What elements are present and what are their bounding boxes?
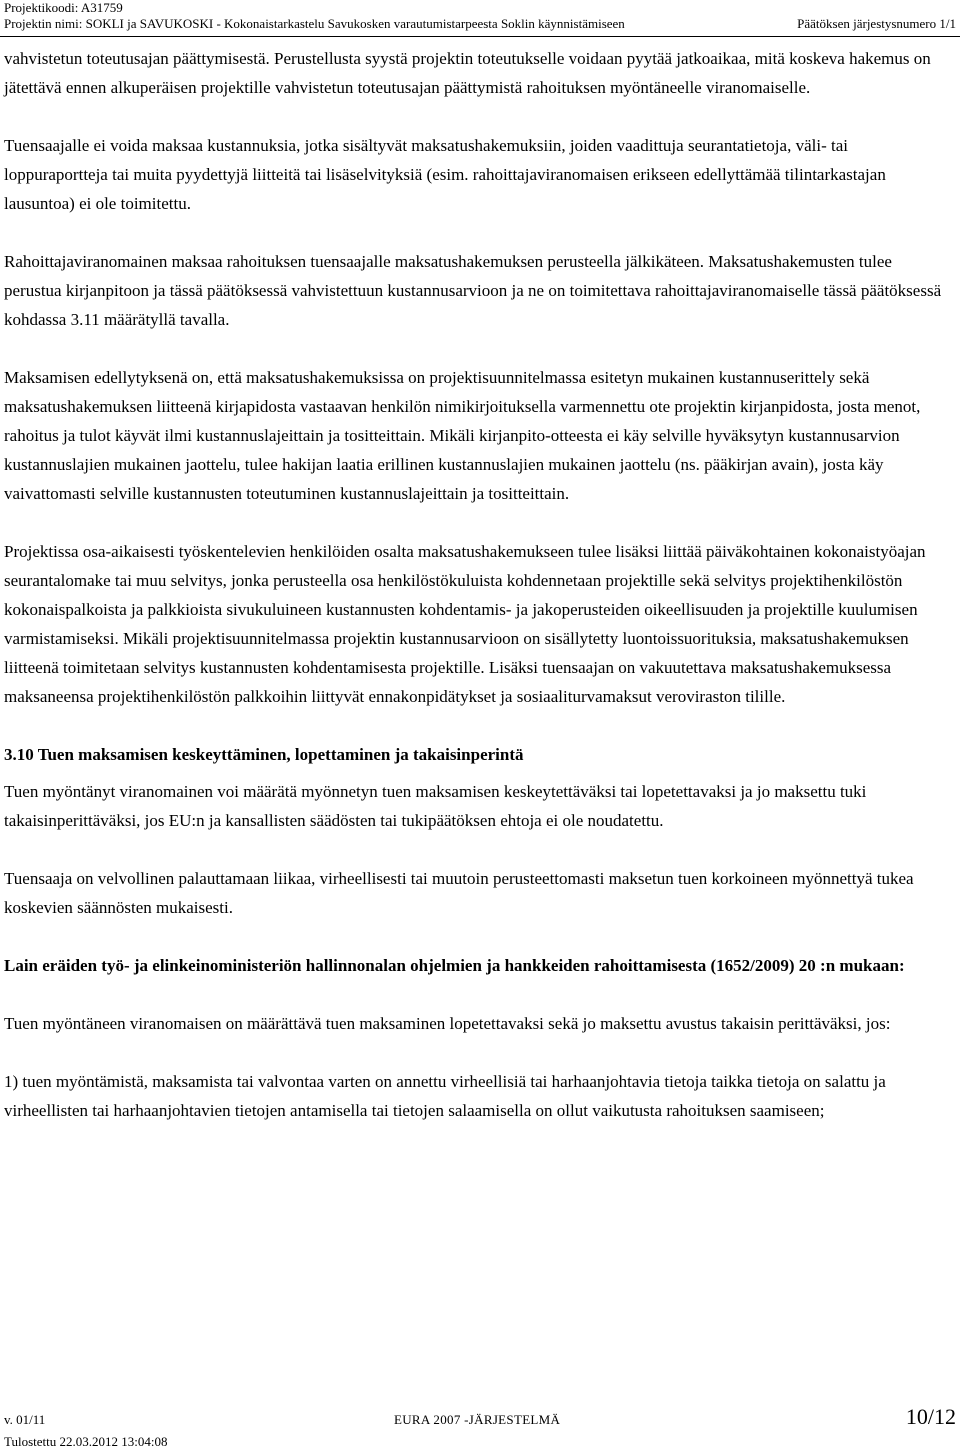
paragraph: Tuensaajalle ei voida maksaa kustannuksia, jotka sisältyvät maksatushakemuksiin, joiden vaadittuja seurantatietoja, väli- tai loppuraportteja tai muita pyydettyjä liitteitä tai lisäselvityksiä (esim. rahoittajaviranomaisen erikseen edellyttämää tilintarkastajan lausuntoa) ei ole toimitettu. — [4, 136, 886, 213]
paragraph: Tuensaaja on velvollinen palauttamaan liikaa, virheellisesti tai muutoin perusteettomasti maksetun tuen korkoineen myönnettyä tukea koskevien säännösten mukaisesti. — [4, 869, 914, 917]
page-footer — [4, 1404, 956, 1449]
paragraph: Tuen myöntänyt viranomainen voi määrätä myönnetyn tuen maksamisen keskeytettäväksi tai lopetettavaksi ja jo maksettu tuki takaisinperittäväksi, jos EU:n ja kansallisten säädösten tai tukipäätöksen ehtoja ei ole noudatettu. — [4, 782, 867, 830]
project-name: Projektin nimi: SOKLI ja SAVUKOSKI - Kokonaistarkastelu Savukosken varautumistarpeesta Soklin käynnistämiseen — [4, 16, 625, 31]
paragraph: Rahoittajaviranomainen maksaa rahoituksen tuensaajalle maksatushakemuksen perusteella jälkikäteen. Maksatushakemusten tulee perustua kirjanpitoon ja tässä päätöksessä vahvistettuun kustannusarvioon ja ne on toimitettava rahoittajaviranomaiselle tässä päätöksessä kohdassa 3.11 määrätyllä tavalla. — [4, 252, 942, 329]
page-header — [4, 0, 956, 32]
section-heading: 3.10 Tuen maksamisen keskeyttäminen, lopettaminen ja takaisinperintä — [4, 745, 524, 764]
version-label: v. 01/11 — [4, 1412, 46, 1427]
project-code: Projektikoodi: A31759 — [4, 0, 123, 15]
paragraph: Projektissa osa-aikaisesti työskentelevien henkilöiden osalta maksatushakemukseen tulee lisäksi liittää päiväkohtainen kokonaistyöajan seurantalomake tai muu selvitys, jonka perusteella osa henkilöstökuluista kohdennetaan projektille sekä selvitys projektihenkilöstön kokonaispalkoista ja palkkioista sivukuluineen kustannusten kohdentamis- ja jakoperusteiden oikeellisuuden ja projektille kuulumisen varmistamiseksi. Mikäli projektisuunnitelmassa projektin kustannusarvioon on sisällytetty luontoissuorituksia, maksatushakemuksen liitteenä toimitetaan selvitys kustannusten kohdentamisesta projektille. Lisäksi tuensaajan on vakuutettava maksatushakemuksessa maksaneensa projektihenkilöstön palkkoihin liittyvät ennakonpidätykset ja sosiaaliturvamaksut veroviraston tilille. — [4, 542, 926, 706]
document-body — [4, 44, 948, 1154]
law-reference-heading: Lain eräiden työ- ja elinkeinoministeriön hallinnonalan ohjelmien ja hankkeiden rahoittamisesta (1652/2009) 20 :n mukaan: — [4, 956, 905, 975]
header-row — [4, 16, 956, 32]
paragraph: Maksamisen edellytyksenä on, että maksatushakemuksissa on projektisuunnitelmassa esitetyn mukainen kustannuserittely sekä maksatushakemuksen liitteenä kirjapidosta vastaavan henkilön nimikirjoituksella varmennettu ote projektin kirjanpidosta, josta menot, rahoitus ja tulot käyvät ilmi kustannuslajeittain ja tositteittain. Mikäli kirjanpito-otteesta ei käy selville hyväksytyn kustannusarvion kustannuslajien mukainen jaottelu, tulee hakijan laatia erillinen kustannuslajien mukainen jaottelu (ns. pääkirjan avain), josta käy vaivattomasti selville kustannusten toteutuminen kustannuslajeittain ja tositteittain. — [4, 368, 921, 503]
print-timestamp: Tulostettu 22.03.2012 13:04:08 — [4, 1434, 168, 1449]
page-number: 10/12 — [905, 1404, 956, 1429]
paragraph: Tuen myöntäneen viranomaisen on määrättävä tuen maksaminen lopetettavaksi sekä jo maksettu avustus takaisin perittäväksi, jos: — [4, 1014, 891, 1033]
header-divider — [0, 36, 960, 37]
decision-number: Päätöksen järjestysnumero 1/1 — [797, 16, 956, 31]
paragraph: vahvistetun toteutusajan päättymisestä. Perustellusta syystä projektin toteutukselle voidaan pyytää jatkoaikaa, mitä koskeva hakemus on jätettävä ennen alkuperäisen projektille vahvistetun toteutusajan päättymistä rahoituksen myöntäneelle viranomaiselle. — [4, 49, 931, 97]
paragraph: 1) tuen myöntämistä, maksamista tai valvontaa varten on annettu virheellisiä tai harhaanjohtavia tietoja taikka tietoja on salattu ja virheellisten tai harhaanjohtavien tietojen antamisella tai tietojen salaamisella on ollut vaikutusta rahoituksen saamiseen; — [4, 1072, 886, 1120]
system-name: EURA 2007 -JÄRJESTELMÄ — [394, 1412, 561, 1427]
